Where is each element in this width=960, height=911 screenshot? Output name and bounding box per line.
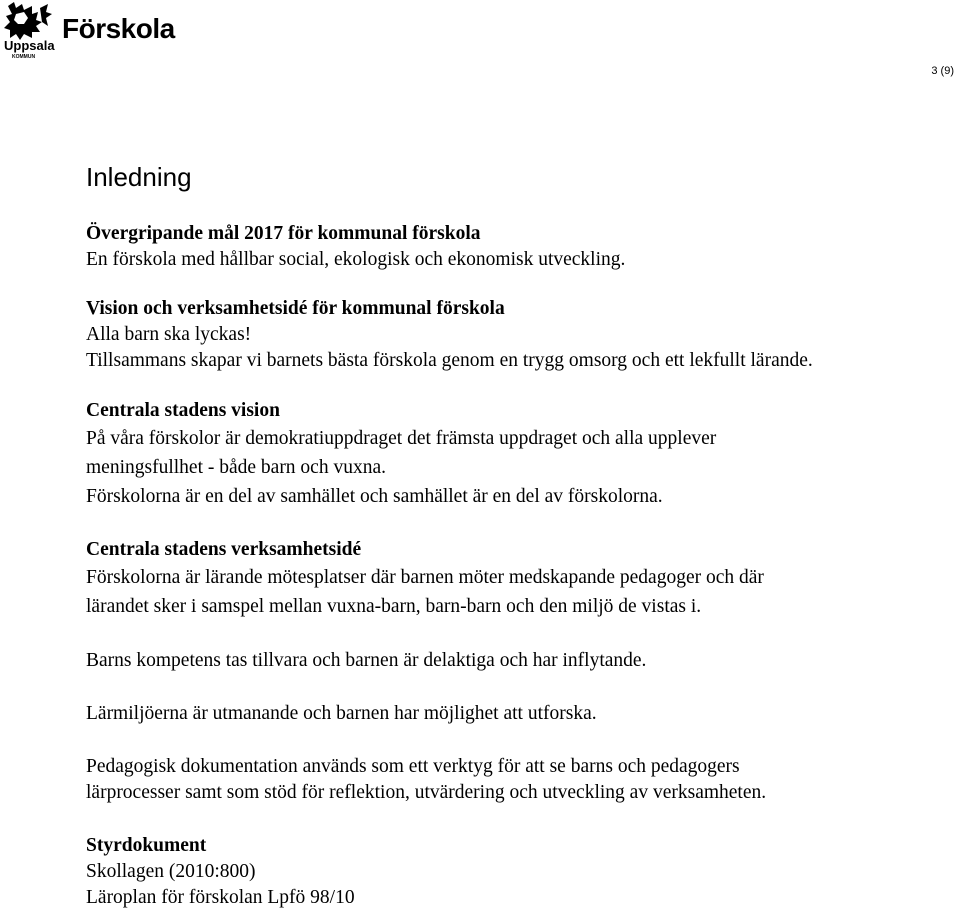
section-title: Centrala stadens verksamhetsidé — [86, 539, 362, 560]
section-barns-kompetens — [86, 648, 946, 674]
lion-crest-icon — [2, 0, 58, 60]
body-text: meningsfullhet - både barn och vuxna. — [86, 457, 386, 478]
body-text: På våra förskolor är demokratiuppdraget det främsta uppdraget och alla upplever — [86, 428, 717, 449]
document-body — [86, 221, 946, 911]
svg-text:Uppsala: Uppsala — [4, 38, 55, 53]
body-text: lärandet sker i samspel mellan vuxna-barn, barn-barn och den miljö de vistas i. — [86, 596, 702, 617]
section-vision-verksamhetside — [86, 296, 946, 374]
section-title: Vision och verksamhetsidé för kommunal förskola — [86, 298, 505, 319]
uppsala-kommun-logo — [2, 0, 58, 60]
section-title: Styrdokument — [86, 835, 207, 856]
section-pedagogisk-dokumentation — [86, 754, 946, 806]
header-title: Förskola — [62, 13, 175, 44]
body-text: Tillsammans skapar vi barnets bästa förskola genom en trygg omsorg och ett lekfullt lärande. — [86, 350, 813, 371]
body-text: Förskolorna är lärande mötesplatser där barnen möter medskapande pedagoger och där — [86, 567, 764, 588]
body-text: En förskola med hållbar social, ekologisk och ekonomisk utveckling. — [86, 249, 626, 270]
body-text: Förskolorna är en del av samhället och samhället är en del av förskolorna. — [86, 486, 663, 507]
section-title: Centrala stadens vision — [86, 400, 280, 421]
section-overgripande-mal — [86, 221, 946, 273]
page-header — [0, 0, 960, 60]
body-text: Skollagen (2010:800) — [86, 861, 256, 882]
section-larmiljoer — [86, 701, 946, 727]
section-centrala-stadens-vision — [86, 398, 946, 511]
section-styrdokument — [86, 833, 946, 911]
section-title: Övergripande mål 2017 för kommunal förskola — [86, 223, 481, 244]
svg-text:KOMMUN: KOMMUN — [12, 54, 36, 60]
body-text: Alla barn ska lyckas! — [86, 324, 252, 345]
section-centrala-stadens-verksamhetside — [86, 537, 946, 621]
page-heading: Inledning — [86, 162, 192, 192]
body-text: Barns kompetens tas tillvara och barnen är delaktiga och har inflytande. — [86, 650, 647, 671]
body-text: lärprocesser samt som stöd för reflektion, utvärdering och utveckling av verksamheten. — [86, 782, 767, 803]
body-text: Lärmiljöerna är utmanande och barnen har möjlighet att utforska. — [86, 703, 597, 724]
page-number: 3 (9) — [931, 65, 954, 77]
body-text: Läroplan för förskolan Lpfö 98/10 — [86, 887, 355, 908]
body-text: Pedagogisk dokumentation används som ett verktyg för att se barns och pedagogers — [86, 756, 740, 777]
